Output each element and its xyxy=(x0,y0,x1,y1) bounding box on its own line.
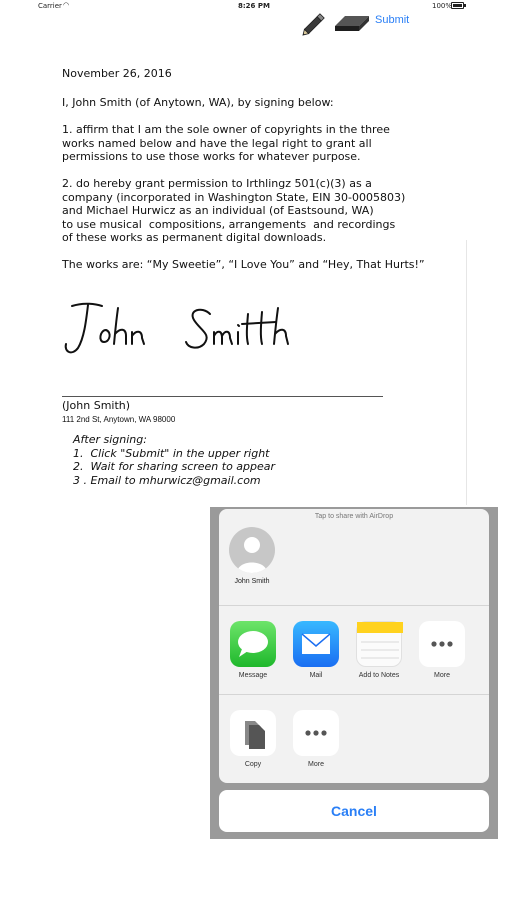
signer-address: 111 2nd St, Anytown, WA 98000 xyxy=(62,415,176,424)
page-edge-divider xyxy=(466,240,467,505)
person-icon xyxy=(229,527,275,573)
signer-name: (John Smith) xyxy=(62,399,131,412)
submit-button[interactable]: Submit xyxy=(375,14,410,26)
airdrop-title: Tap to share with AirDrop xyxy=(314,513,394,520)
airdrop-contact-avatar[interactable] xyxy=(229,527,275,573)
copy-icon xyxy=(230,710,276,756)
signature-drawing[interactable] xyxy=(62,292,332,362)
pencil-icon[interactable] xyxy=(300,8,330,38)
para2-line: of these works as permanent digital downloads. xyxy=(62,231,327,244)
cancel-label: Cancel xyxy=(331,803,377,819)
action-label: Copy xyxy=(244,761,262,768)
message-app-button[interactable] xyxy=(230,621,276,667)
notes-icon xyxy=(357,622,403,668)
instruction-step: 2. Wait for sharing screen to appear xyxy=(73,460,276,473)
document-date: November 26, 2016 xyxy=(62,67,172,80)
app-label: Mail xyxy=(309,672,323,679)
instructions-heading: After signing: xyxy=(73,433,147,446)
notes-app-button[interactable] xyxy=(356,621,402,667)
airdrop-contact-name: John Smith xyxy=(234,578,270,585)
para2-line: 2. do hereby grant permission to Irthlingz 501(c)(3) as a xyxy=(62,177,372,190)
mail-app-button[interactable] xyxy=(293,621,339,667)
instruction-step: 3 . Email to mhurwicz@gmail.com xyxy=(73,473,261,487)
action-label: More xyxy=(308,761,324,768)
more-icon xyxy=(419,621,465,667)
sheet-divider xyxy=(219,694,489,695)
message-icon xyxy=(230,621,276,667)
para2-line: and Michael Hurwicz as an individual (of Eastsound, WA) xyxy=(62,204,374,217)
app-label: Add to Notes xyxy=(358,672,400,679)
carrier-label: Carrier xyxy=(38,2,62,10)
share-sheet xyxy=(219,509,489,783)
para2-line: company (incorporated in Washington State, EIN 30-0005803) xyxy=(62,190,406,204)
sheet-divider xyxy=(219,605,489,606)
para1-line: 1. affirm that I am the sole owner of copyrights in the three xyxy=(62,123,390,136)
app-label: Message xyxy=(238,672,268,679)
eraser-icon[interactable] xyxy=(333,12,371,34)
status-time: 8:26 PM xyxy=(238,2,270,10)
works-line: The works are: “My Sweetie”, “I Love You” and “Hey, That Hurts!” xyxy=(62,258,425,271)
more-actions-button[interactable] xyxy=(293,710,339,756)
more-apps-button[interactable] xyxy=(419,621,465,667)
battery-icon xyxy=(451,2,464,9)
more-icon xyxy=(293,710,339,756)
para1-line: permissions to use those works for whatever purpose. xyxy=(62,150,361,163)
signature-line xyxy=(62,396,383,397)
mail-icon xyxy=(293,621,339,667)
para2-line: to use musical compositions, arrangements and recordings xyxy=(62,217,396,231)
status-bar xyxy=(0,0,507,12)
app-label: More xyxy=(434,672,450,679)
document-intro: I, John Smith (of Anytown, WA), by signing below: xyxy=(62,96,334,109)
copy-action-button[interactable] xyxy=(230,710,276,756)
battery-percent: 100% xyxy=(432,2,453,10)
wifi-icon: ◠ xyxy=(63,1,70,9)
instruction-step: 1. Click "Submit" in the upper right xyxy=(73,446,270,460)
cancel-button[interactable] xyxy=(219,790,489,832)
para1-line: works named below and have the legal right to grant all xyxy=(62,136,372,150)
